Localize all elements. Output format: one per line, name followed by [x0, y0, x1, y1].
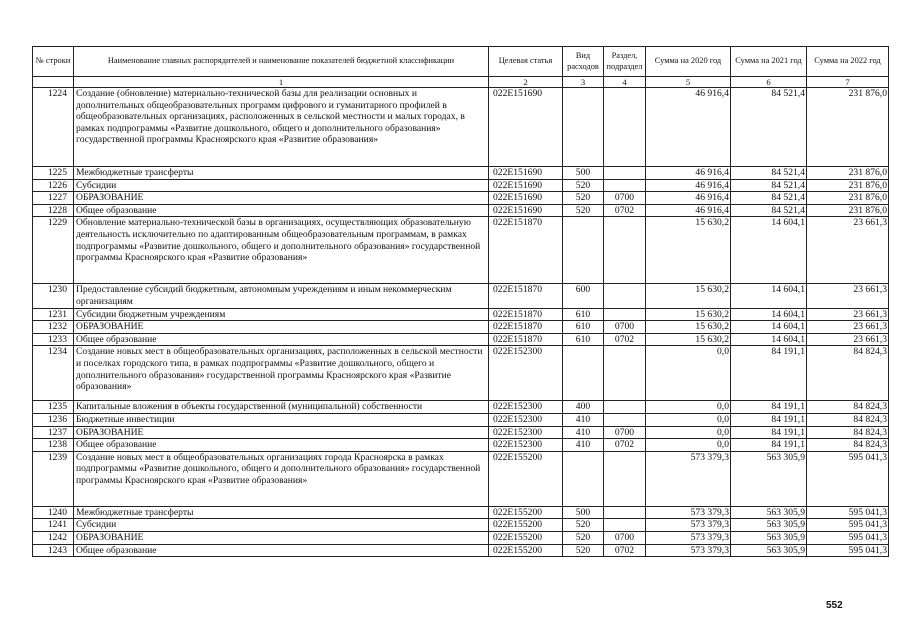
table-row	[33, 88, 889, 167]
table-row	[33, 192, 889, 205]
row-target-cell: 022E155200	[489, 531, 563, 544]
row-target-cell: 022E155200	[489, 451, 563, 506]
header-row	[33, 47, 889, 77]
row-sum2021-cell: 84 521,4	[731, 192, 807, 205]
table-row	[33, 346, 889, 401]
row-type-cell: 520	[563, 192, 604, 205]
row-type-cell: 600	[563, 284, 604, 308]
row-sum2020-cell: 15 630,2	[646, 284, 731, 308]
row-section-cell	[604, 308, 646, 321]
row-sum2022-cell: 595 041,3	[807, 519, 889, 532]
row-section-cell: 0700	[604, 321, 646, 334]
row-number-cell: 1228	[33, 204, 74, 217]
row-name-cell: Капитальные вложения в объекты государственной (муниципальной) собственности	[74, 401, 489, 414]
row-number-cell: 1224	[33, 88, 74, 167]
row-type-cell: 520	[563, 544, 604, 557]
row-section-cell	[604, 284, 646, 308]
col-header-sum2022: Сумма на 2022 год	[807, 47, 889, 77]
row-number-cell: 1231	[33, 308, 74, 321]
table-row	[33, 321, 889, 334]
row-sum2020-cell: 0,0	[646, 439, 731, 452]
row-type-cell: 610	[563, 333, 604, 346]
row-name-cell: Бюджетные инвестиции	[74, 413, 489, 426]
row-number-cell: 1234	[33, 346, 74, 401]
row-name-cell: Субсидии	[74, 519, 489, 532]
budget-table	[32, 46, 889, 557]
row-sum2020-cell: 15 630,2	[646, 308, 731, 321]
table-row	[33, 333, 889, 346]
row-sum2021-cell: 84 191,1	[731, 346, 807, 401]
row-name-cell: Создание (обновление) материально-технической базы для реализации основных и дополнительных общеобразовательных программ цифрового и гуманитарного профилей в общеобразовательных организациях, расположенных в сельской местности и малых городах, в рамках подпрограммы «Развитие дошкольного, общего и дополнительного образования» государственной программы Красноярского края «Развитие образования»	[74, 88, 489, 167]
row-sum2022-cell: 84 824,3	[807, 401, 889, 414]
row-sum2020-cell: 15 630,2	[646, 217, 731, 284]
row-type-cell	[563, 451, 604, 506]
row-name-cell: Общее образование	[74, 544, 489, 557]
row-target-cell: 022E151870	[489, 333, 563, 346]
row-section-cell: 0700	[604, 531, 646, 544]
page-number: 552	[826, 600, 843, 611]
row-sum2021-cell: 84 521,4	[731, 179, 807, 192]
row-sum2022-cell: 84 824,3	[807, 439, 889, 452]
row-sum2020-cell: 573 379,3	[646, 531, 731, 544]
row-sum2022-cell: 84 824,3	[807, 413, 889, 426]
row-number-cell: 1239	[33, 451, 74, 506]
col-header-sum2021: Сумма на 2021 год	[731, 47, 807, 77]
row-sum2020-cell: 15 630,2	[646, 333, 731, 346]
row-target-cell: 022E151690	[489, 204, 563, 217]
row-name-cell: Предоставление субсидий бюджетным, автономным учреждениям и иным некоммерческим организациям	[74, 284, 489, 308]
row-section-cell	[604, 179, 646, 192]
row-sum2020-cell: 573 379,3	[646, 506, 731, 519]
row-type-cell: 520	[563, 204, 604, 217]
row-sum2020-cell: 573 379,3	[646, 544, 731, 557]
row-sum2022-cell: 231 876,0	[807, 167, 889, 180]
row-sum2021-cell: 14 604,1	[731, 217, 807, 284]
table-row	[33, 519, 889, 532]
row-name-cell: Общее образование	[74, 439, 489, 452]
row-target-cell: 022E155200	[489, 544, 563, 557]
row-target-cell: 022E151870	[489, 217, 563, 284]
row-sum2020-cell: 0,0	[646, 401, 731, 414]
row-sum2022-cell: 595 041,3	[807, 451, 889, 506]
row-name-cell: Субсидии	[74, 179, 489, 192]
row-target-cell: 022E151870	[489, 308, 563, 321]
row-type-cell	[563, 217, 604, 284]
row-target-cell: 022E152300	[489, 426, 563, 439]
row-sum2021-cell: 84 191,1	[731, 439, 807, 452]
row-sum2022-cell: 595 041,3	[807, 506, 889, 519]
row-section-cell: 0700	[604, 426, 646, 439]
row-section-cell	[604, 451, 646, 506]
row-number-cell: 1229	[33, 217, 74, 284]
col-number: 1	[74, 77, 489, 88]
col-header-type: Вид расходов	[563, 47, 604, 77]
row-type-cell: 410	[563, 413, 604, 426]
row-number-cell: 1236	[33, 413, 74, 426]
row-number-cell: 1227	[33, 192, 74, 205]
col-header-row-no: № строки	[33, 47, 74, 77]
row-name-cell: ОБРАЗОВАНИЕ	[74, 426, 489, 439]
row-number-cell: 1233	[33, 333, 74, 346]
col-number	[33, 77, 74, 88]
row-number-cell: 1230	[33, 284, 74, 308]
row-sum2021-cell: 563 305,9	[731, 531, 807, 544]
row-type-cell: 520	[563, 519, 604, 532]
col-number: 4	[604, 77, 646, 88]
row-sum2022-cell: 84 824,3	[807, 426, 889, 439]
row-type-cell: 400	[563, 401, 604, 414]
row-sum2021-cell: 84 521,4	[731, 88, 807, 167]
row-target-cell: 022E151690	[489, 167, 563, 180]
row-sum2022-cell: 23 661,3	[807, 321, 889, 334]
row-sum2020-cell: 573 379,3	[646, 519, 731, 532]
row-sum2020-cell: 46 916,4	[646, 204, 731, 217]
table-row	[33, 451, 889, 506]
row-type-cell: 500	[563, 506, 604, 519]
col-number: 3	[563, 77, 604, 88]
row-sum2021-cell: 84 191,1	[731, 401, 807, 414]
row-sum2022-cell: 23 661,3	[807, 308, 889, 321]
row-sum2021-cell: 84 191,1	[731, 413, 807, 426]
row-sum2021-cell: 84 521,4	[731, 167, 807, 180]
row-name-cell: Создание новых мест в общеобразовательных организациях, расположенных в сельской местности и поселках городского типа, в рамках подпрограммы «Развитие дошкольного, общего и дополнительного образования» государственной программы Красноярского края «Развитие образования»	[74, 346, 489, 401]
row-sum2021-cell: 14 604,1	[731, 333, 807, 346]
table-row	[33, 284, 889, 308]
row-target-cell: 022E151870	[489, 321, 563, 334]
row-sum2022-cell: 595 041,3	[807, 544, 889, 557]
row-number-cell: 1242	[33, 531, 74, 544]
row-number-cell: 1232	[33, 321, 74, 334]
row-target-cell: 022E155200	[489, 506, 563, 519]
table-row	[33, 426, 889, 439]
row-type-cell: 410	[563, 426, 604, 439]
row-sum2020-cell: 0,0	[646, 413, 731, 426]
row-type-cell: 520	[563, 179, 604, 192]
row-sum2021-cell: 84 191,1	[731, 426, 807, 439]
row-number-cell: 1235	[33, 401, 74, 414]
row-number-cell: 1240	[33, 506, 74, 519]
table-row	[33, 167, 889, 180]
row-sum2020-cell: 46 916,4	[646, 192, 731, 205]
row-sum2020-cell: 0,0	[646, 346, 731, 401]
col-header-name: Наименование главных распорядителей и наименование показателей бюджетной классификации	[74, 47, 489, 77]
row-name-cell: Обновление материально-технической базы в организациях, осуществляющих образовательную деятельность исключительно по адаптированным общеобразовательным программам, в рамках подпрограммы «Развитие дошкольного, общего и дополнительного образования» государственной программы Красноярского края «Развитие образования»	[74, 217, 489, 284]
row-sum2021-cell: 14 604,1	[731, 321, 807, 334]
row-target-cell: 022E155200	[489, 519, 563, 532]
row-section-cell	[604, 167, 646, 180]
row-name-cell: ОБРАЗОВАНИЕ	[74, 531, 489, 544]
table-row	[33, 544, 889, 557]
row-sum2022-cell: 23 661,3	[807, 333, 889, 346]
row-sum2020-cell: 573 379,3	[646, 451, 731, 506]
row-target-cell: 022E152300	[489, 413, 563, 426]
row-sum2022-cell: 231 876,0	[807, 204, 889, 217]
row-sum2022-cell: 231 876,0	[807, 192, 889, 205]
col-header-target: Целевая статья	[489, 47, 563, 77]
table-row	[33, 308, 889, 321]
row-section-cell	[604, 506, 646, 519]
row-section-cell	[604, 88, 646, 167]
row-section-cell: 0702	[604, 544, 646, 557]
table-row	[33, 413, 889, 426]
row-type-cell: 410	[563, 439, 604, 452]
row-number-cell: 1243	[33, 544, 74, 557]
row-section-cell	[604, 519, 646, 532]
row-number-cell: 1238	[33, 439, 74, 452]
col-header-section: Раздел, подраздел	[604, 47, 646, 77]
col-number: 2	[489, 77, 563, 88]
table-row	[33, 179, 889, 192]
table-row	[33, 401, 889, 414]
row-target-cell: 022E152300	[489, 439, 563, 452]
row-section-cell	[604, 217, 646, 284]
row-sum2022-cell: 84 824,3	[807, 346, 889, 401]
table-row	[33, 531, 889, 544]
row-section-cell	[604, 413, 646, 426]
row-target-cell: 022E151690	[489, 192, 563, 205]
row-section-cell: 0702	[604, 333, 646, 346]
row-sum2021-cell: 563 305,9	[731, 544, 807, 557]
row-number-cell: 1237	[33, 426, 74, 439]
column-number-row	[33, 77, 889, 88]
row-target-cell: 022E151690	[489, 88, 563, 167]
row-number-cell: 1226	[33, 179, 74, 192]
table-row	[33, 439, 889, 452]
row-name-cell: Общее образование	[74, 204, 489, 217]
row-section-cell	[604, 346, 646, 401]
table-body	[33, 88, 889, 557]
row-target-cell: 022E152300	[489, 346, 563, 401]
row-target-cell: 022E151690	[489, 179, 563, 192]
col-number: 7	[807, 77, 889, 88]
row-name-cell: Межбюджетные трансферты	[74, 506, 489, 519]
row-section-cell: 0702	[604, 204, 646, 217]
row-name-cell: ОБРАЗОВАНИЕ	[74, 321, 489, 334]
table-row	[33, 506, 889, 519]
row-sum2022-cell: 231 876,0	[807, 88, 889, 167]
budget-document	[32, 46, 888, 557]
row-sum2022-cell: 595 041,3	[807, 531, 889, 544]
row-section-cell: 0702	[604, 439, 646, 452]
row-type-cell: 520	[563, 531, 604, 544]
row-name-cell: ОБРАЗОВАНИЕ	[74, 192, 489, 205]
row-sum2020-cell: 46 916,4	[646, 88, 731, 167]
row-sum2021-cell: 563 305,9	[731, 451, 807, 506]
row-name-cell: Субсидии бюджетным учреждениям	[74, 308, 489, 321]
row-type-cell: 610	[563, 308, 604, 321]
row-section-cell: 0700	[604, 192, 646, 205]
col-number: 5	[646, 77, 731, 88]
row-number-cell: 1225	[33, 167, 74, 180]
table-row	[33, 204, 889, 217]
row-name-cell: Межбюджетные трансферты	[74, 167, 489, 180]
col-number: 6	[731, 77, 807, 88]
row-sum2021-cell: 14 604,1	[731, 308, 807, 321]
row-type-cell	[563, 346, 604, 401]
row-sum2022-cell: 231 876,0	[807, 179, 889, 192]
row-sum2020-cell: 46 916,4	[646, 167, 731, 180]
row-sum2022-cell: 23 661,3	[807, 217, 889, 284]
row-sum2021-cell: 84 521,4	[731, 204, 807, 217]
row-name-cell: Создание новых мест в общеобразовательных организациях города Красноярска в рамках подпрограммы «Развитие дошкольного, общего и дополнительного образования» государственной программы Красноярского края «Развитие образования»	[74, 451, 489, 506]
row-sum2021-cell: 563 305,9	[731, 506, 807, 519]
row-target-cell: 022E152300	[489, 401, 563, 414]
row-section-cell	[604, 401, 646, 414]
row-target-cell: 022E151870	[489, 284, 563, 308]
row-type-cell: 500	[563, 167, 604, 180]
row-sum2021-cell: 563 305,9	[731, 519, 807, 532]
row-sum2020-cell: 15 630,2	[646, 321, 731, 334]
row-sum2021-cell: 14 604,1	[731, 284, 807, 308]
row-sum2020-cell: 0,0	[646, 426, 731, 439]
row-sum2020-cell: 46 916,4	[646, 179, 731, 192]
row-number-cell: 1241	[33, 519, 74, 532]
col-header-sum2020: Сумма на 2020 год	[646, 47, 731, 77]
row-type-cell	[563, 88, 604, 167]
row-name-cell: Общее образование	[74, 333, 489, 346]
table-row	[33, 217, 889, 284]
row-type-cell: 610	[563, 321, 604, 334]
row-sum2022-cell: 23 661,3	[807, 284, 889, 308]
